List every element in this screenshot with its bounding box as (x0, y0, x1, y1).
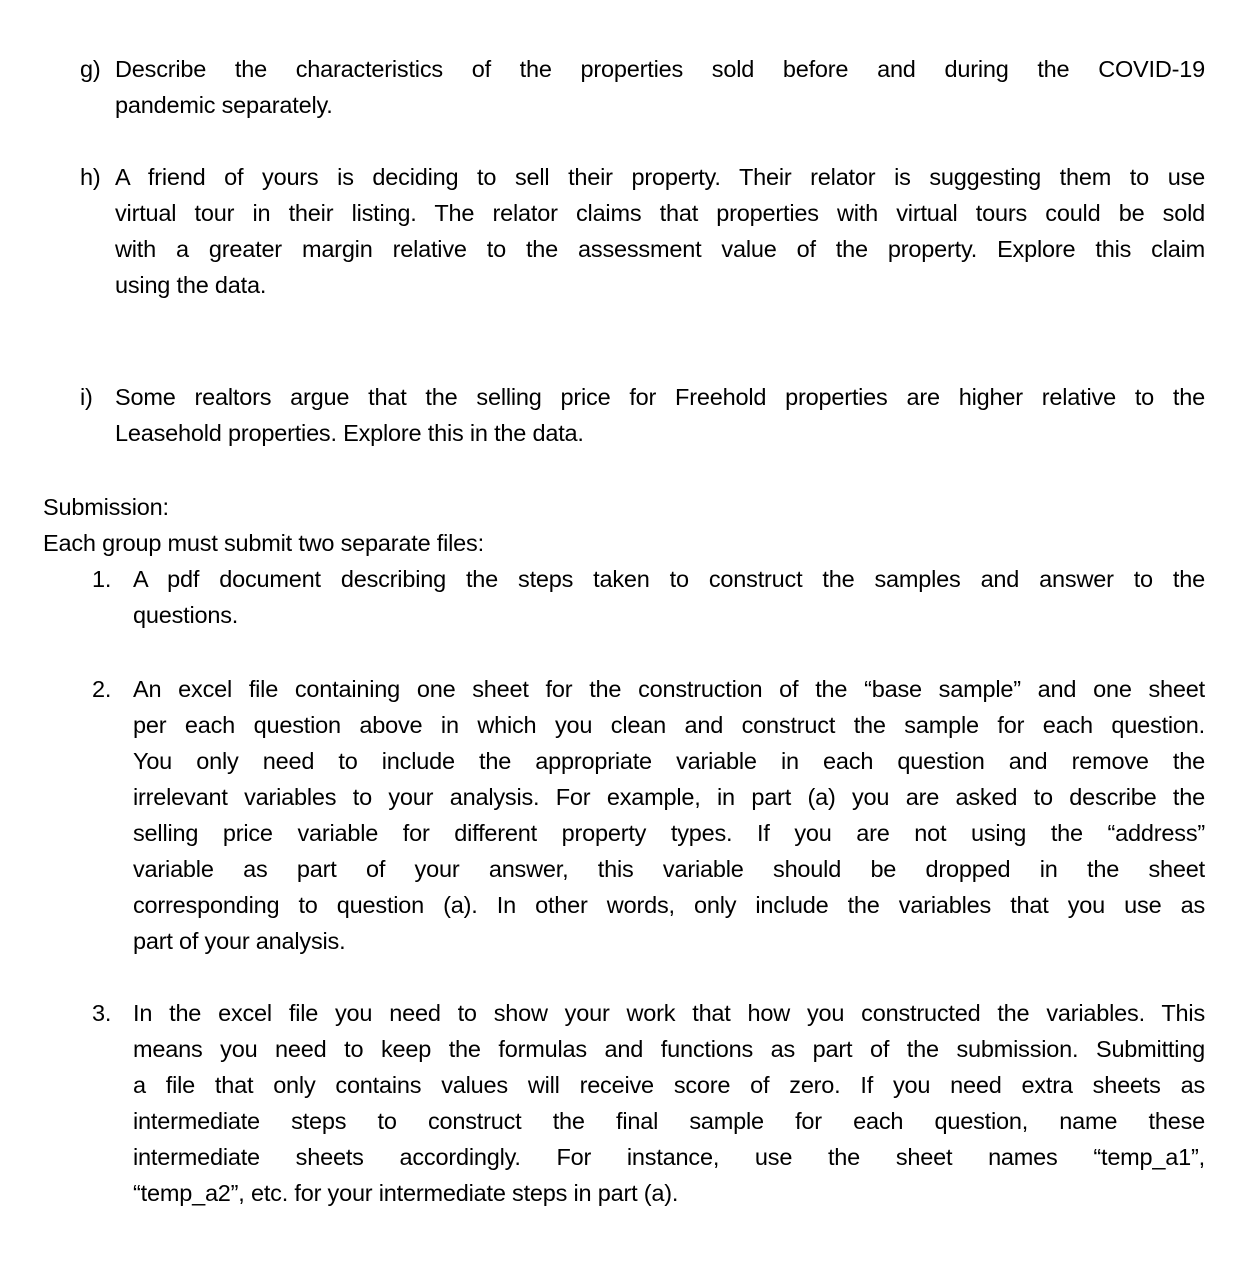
file-number-label: 3. (92, 1000, 112, 1026)
text-line: selling price variable for different property types. If you are not using the “address” (133, 820, 1205, 846)
list-item (92, 561, 1256, 633)
text-line: with a greater margin relative to the assessment value of the property. Explore this claim (115, 236, 1205, 262)
item-text (115, 159, 1205, 303)
text-line: variable as part of your answer, this variable should be dropped in the sheet (133, 856, 1205, 882)
text-line: Leasehold properties. Explore this in the data. (115, 420, 584, 446)
text-line: a file that only contains values will receive score of zero. If you need extra sheets as (133, 1072, 1205, 1098)
text-line: intermediate steps to construct the final sample for each question, name these (133, 1108, 1205, 1134)
submission-heading: Submission: (43, 494, 169, 520)
text-line: means you need to keep the formulas and functions as part of the submission. Submitting (133, 1036, 1205, 1062)
list-item (80, 379, 1256, 451)
item-text (133, 671, 1205, 959)
text-line: part of your analysis. (133, 928, 346, 954)
text-line: intermediate sheets accordingly. For instance, use the sheet names “temp_a1”, (133, 1144, 1205, 1170)
question-letter-label: i) (80, 384, 93, 410)
list-item (92, 995, 1256, 1211)
item-text (115, 379, 1205, 451)
submission-intro: Each group must submit two separate files: (43, 530, 484, 556)
text-line: You only need to include the appropriate variable in each question and remove the (133, 748, 1205, 774)
text-line: pandemic separately. (115, 92, 333, 118)
item-text (115, 51, 1205, 123)
text-line: questions. (133, 602, 239, 628)
text-line: A friend of yours is deciding to sell their property. Their relator is suggesting them to use (115, 164, 1205, 190)
submission-files-list (0, 561, 1256, 1211)
text-line: Describe the characteristics of the properties sold before and during the COVID-19 (115, 56, 1205, 82)
text-line: per each question above in which you clean and construct the sample for each question. (133, 712, 1205, 738)
list-item (92, 671, 1256, 959)
file-number-label: 2. (92, 676, 112, 702)
list-item (80, 51, 1256, 123)
file-number-label: 1. (92, 566, 112, 592)
list-item (80, 159, 1256, 303)
questions-list (0, 51, 1256, 451)
text-line: “temp_a2”, etc. for your intermediate steps in part (a). (133, 1180, 679, 1206)
text-line: virtual tour in their listing. The relator claims that properties with virtual tours could be sold (115, 200, 1205, 226)
text-line: using the data. (115, 272, 267, 298)
text-line: In the excel file you need to show your work that how you constructed the variables. This (133, 1000, 1205, 1026)
text-line: corresponding to question (a). In other words, only include the variables that you use as (133, 892, 1205, 918)
item-text (133, 995, 1205, 1211)
question-letter-label: h) (80, 164, 101, 190)
text-line: Some realtors argue that the selling price for Freehold properties are higher relative to the (115, 384, 1205, 410)
text-line: A pdf document describing the steps taken to construct the samples and answer to the (133, 566, 1205, 592)
question-letter-label: g) (80, 56, 101, 82)
text-line: An excel file containing one sheet for the construction of the “base sample” and one sheet (133, 676, 1205, 702)
text-line: irrelevant variables to your analysis. For example, in part (a) you are asked to describe the (133, 784, 1205, 810)
item-text (133, 561, 1205, 633)
